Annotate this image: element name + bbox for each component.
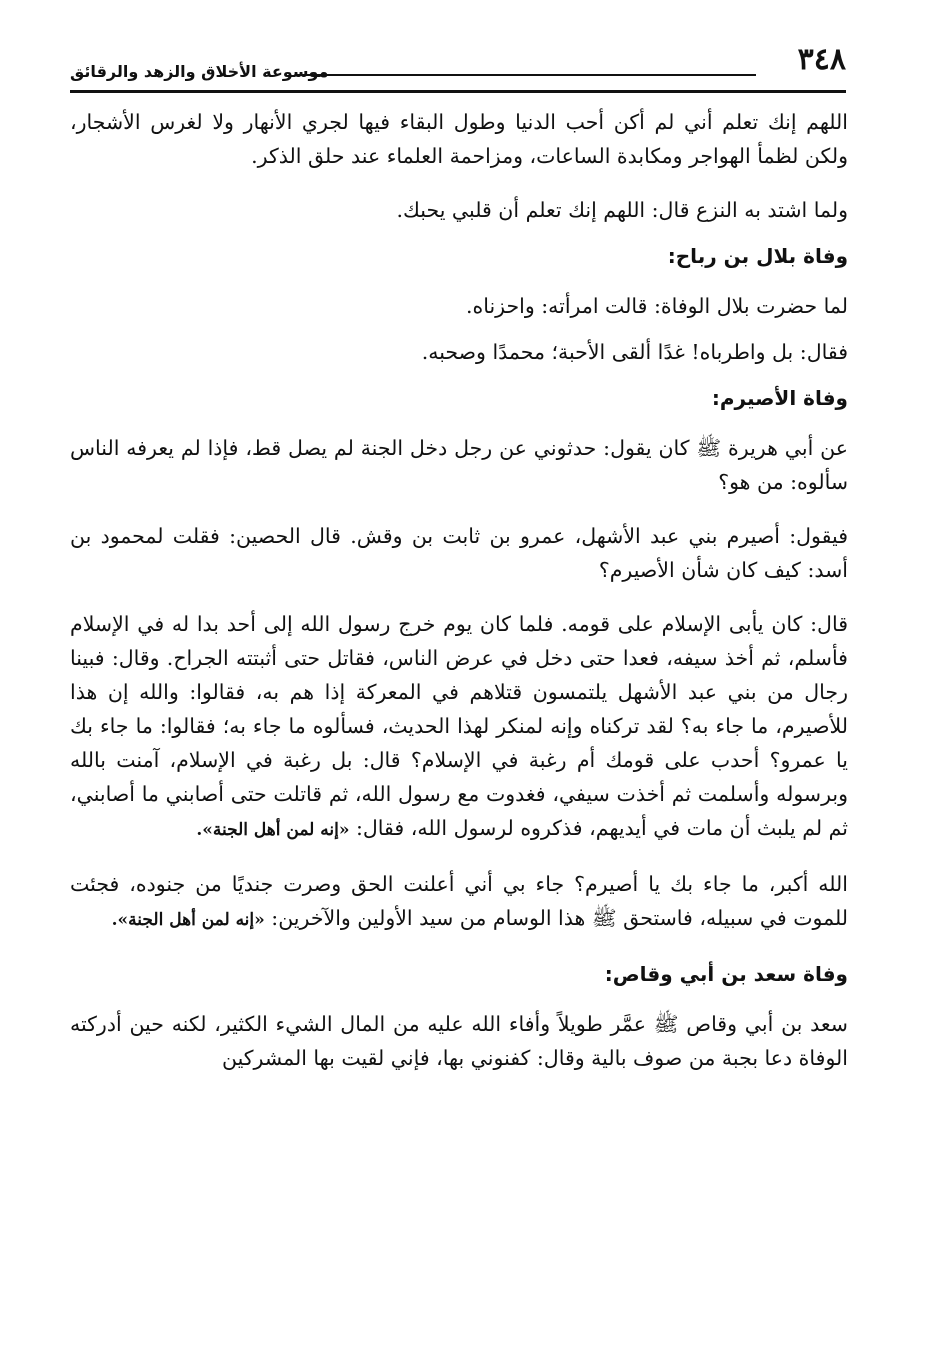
book-title: موسوعة الأخلاق والزهد والرقائق bbox=[70, 62, 329, 81]
paragraph-bilal-reply: فقال: بل واطرباه! غدًا ألقى الأحبة؛ محمدًا وصحبه. bbox=[421, 340, 848, 364]
usayrim-story-text: قال: كان يأبى الإسلام على قومه. فلما كان يوم خرج رسول الله إلى أحد بدا له في الإسلام فأسلم، ثم أخذ سيفه، فعدا حتى دخل في عرض الناس، فقاتل حتى أثبتته الجراح. وقال: فبينا رجال من بني عبد الأشهل يلتمسون قتلاهم في المعركة إذا هم به، فقالوا: والله إن هذا للأصيرم، ما جاء به؟ لقد تركناه وإنه لمنكر لهذا الحديث، فسألوه ما جاء به؛ فقالوا: ما جاء بك يا عمرو؟ أحدب على قومك أم رغبة في الإسلام؟ قال: بل رغبة في الإسلام، آمنت بالله وبرسوله وأسلمت ثم أخذت سيفي، فغدوت مع رسول الله، ثم قاتلت حتى أصابني ما أصابني، ثم لم يلبث أن مات في أيديهم، فذكروه لرسول الله، فقال: bbox=[70, 612, 848, 840]
page-header bbox=[70, 40, 846, 90]
paragraph-usayrim-story bbox=[70, 607, 848, 847]
paragraph-usayrim-name: فيقول: أصيرم بني عبد الأشهل، عمرو بن ثابت بن وقش. قال الحصين: فقلت لمحمود بن أسد: كيف كان شأن الأصيرم؟ bbox=[70, 524, 848, 582]
page-body bbox=[70, 105, 848, 1095]
paragraph-bilal-wife: لما حضرت بلال الوفاة: قالت امرأته: واحزناه. bbox=[465, 294, 848, 318]
header-rule bbox=[296, 74, 756, 76]
paragraph-allahu-akbar bbox=[70, 867, 848, 937]
hadith-quote-2: «إنه لمن أهل الجنة». bbox=[111, 910, 265, 930]
page-number: ٣٤٨ bbox=[797, 42, 846, 77]
header-underline bbox=[70, 90, 846, 93]
paragraph-prayer: اللهم إنك تعلم أني لم أكن أحب الدنيا وطول البقاء فيها لجري الأنهار ولا لغرس الأشجار، ولكن لظمأ الهواجر ومكابدة الساعات، ومزاحمة العلماء عند حلق الذكر. bbox=[70, 110, 849, 168]
heading-saad: وفاة سعد بن أبي وقاص: bbox=[604, 962, 848, 986]
allahu-akbar-text: الله أكبر، ما جاء بك يا أصيرم؟ جاء بي أني أعلنت الحق وصرت جنديًا من جنوده، فجئت للموت في سبيله، فاستحق ﷺ هذا الوسام من سيد الأولين والآخرين: bbox=[70, 872, 848, 930]
paragraph-abu-hurayra: عن أبي هريرة ﷺ كان يقول: حدثوني عن رجل دخل الجنة لم يصل قط، فإذا لم يعرفه الناس سألوه: من هو؟ bbox=[70, 436, 848, 494]
paragraph-saad: سعد بن أبي وقاص ﷺ عمَّر طويلاً وأفاء الله عليه من المال الشيء الكثير، لكنه حين أدركته الوفاة دعا بجبة من صوف بالية وقال: كفنوني بها، فإني لقيت بها المشركين bbox=[70, 1012, 848, 1070]
paragraph-death-throes: ولما اشتد به النزع قال: اللهم إنك تعلم أن قلبي يحبك. bbox=[396, 198, 848, 222]
heading-usayrim: وفاة الأصيرم: bbox=[711, 386, 848, 410]
hadith-quote: «إنه لمن أهل الجنة». bbox=[196, 820, 350, 840]
heading-bilal: وفاة بلال بن رباح: bbox=[667, 244, 848, 268]
